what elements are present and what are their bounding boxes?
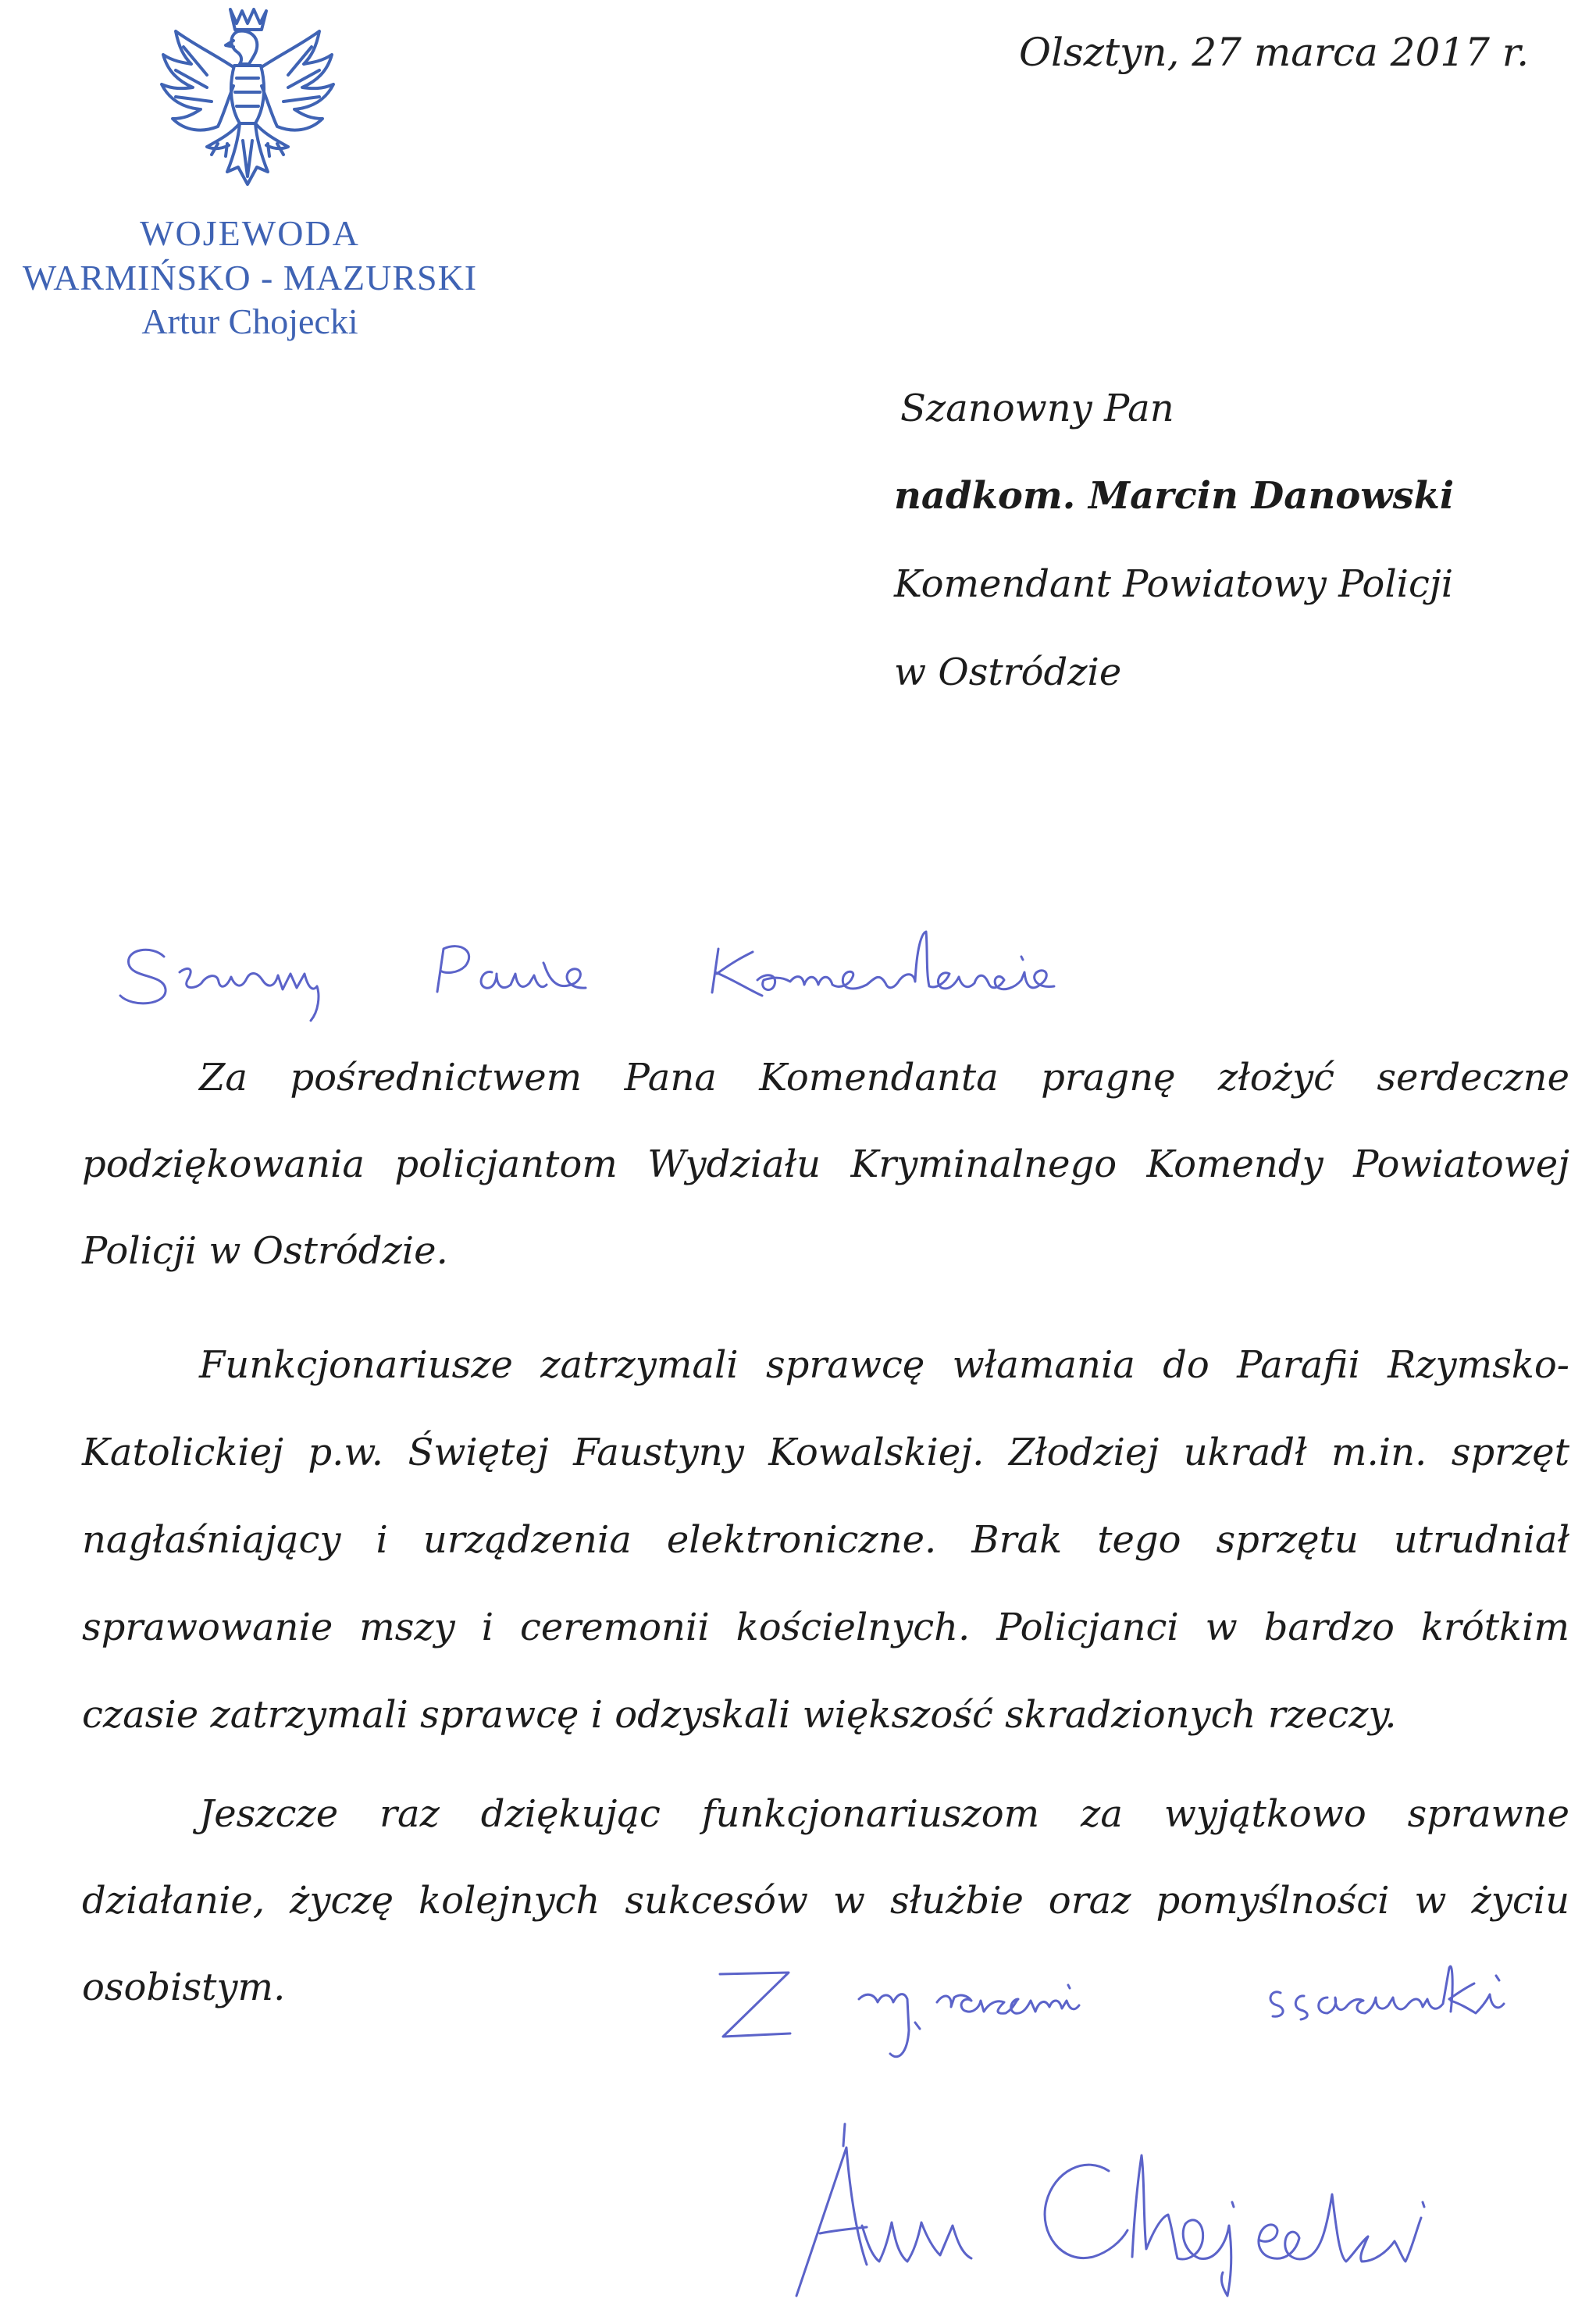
letter-date: Olsztyn, 27 marca 2017 r. [1019,30,1530,75]
addressee-greeting: Szanowny Pan [900,387,1174,430]
office-title: WOJEWODA [140,213,360,253]
addressee-name: nadkom. Marcin Danowski [894,474,1455,518]
addressee-role: Komendant Powiatowy Policji [894,562,1454,606]
eagle-emblem-icon [152,0,344,195]
body-paragraph-1: Za pośrednictwem Pana Komendanta pragnę złożyć serdeczne podziękowania policjantom Wydziału Kryminalnego Komendy Powiatowej Policji w Ostródzie. [82,1056,1569,1273]
office-region: WARMIŃSKO - MAZURSKI [22,258,478,298]
handwritten-signature [781,2077,1499,2302]
body-paragraph-2: Funkcjonariusze zatrzymali sprawcę włamania do Parafii Rzymsko-Katolickiej p.w. Świętej Faustyny Kowalskiej. Złodziej ukradł m.in. sprzęt nagłaśniający i urządzenia elektroniczne. Brak tego sprzętu utrudniał sprawowanie mszy i ceremonii kościelnych. Policjanci w bardzo krótkim czasie zatrzymali sprawcę i odzyskali większość skradzionych rzeczy. [82,1343,1569,1737]
handwritten-salutation [109,918,1249,1027]
addressee-place: w Ostródzie [894,650,1122,694]
office-holder-name: Artur Chojecki [141,301,358,341]
office-header [0,211,500,344]
body-paragraph-3: Jeszcze raz dziękując funkcjonariuszom za wyjątkowo sprawne działanie, życzę kolejnych sukcesów w służbie oraz pomyślności w życiu osobistym. [82,1792,1569,2009]
handwritten-closing [703,1937,1585,2085]
